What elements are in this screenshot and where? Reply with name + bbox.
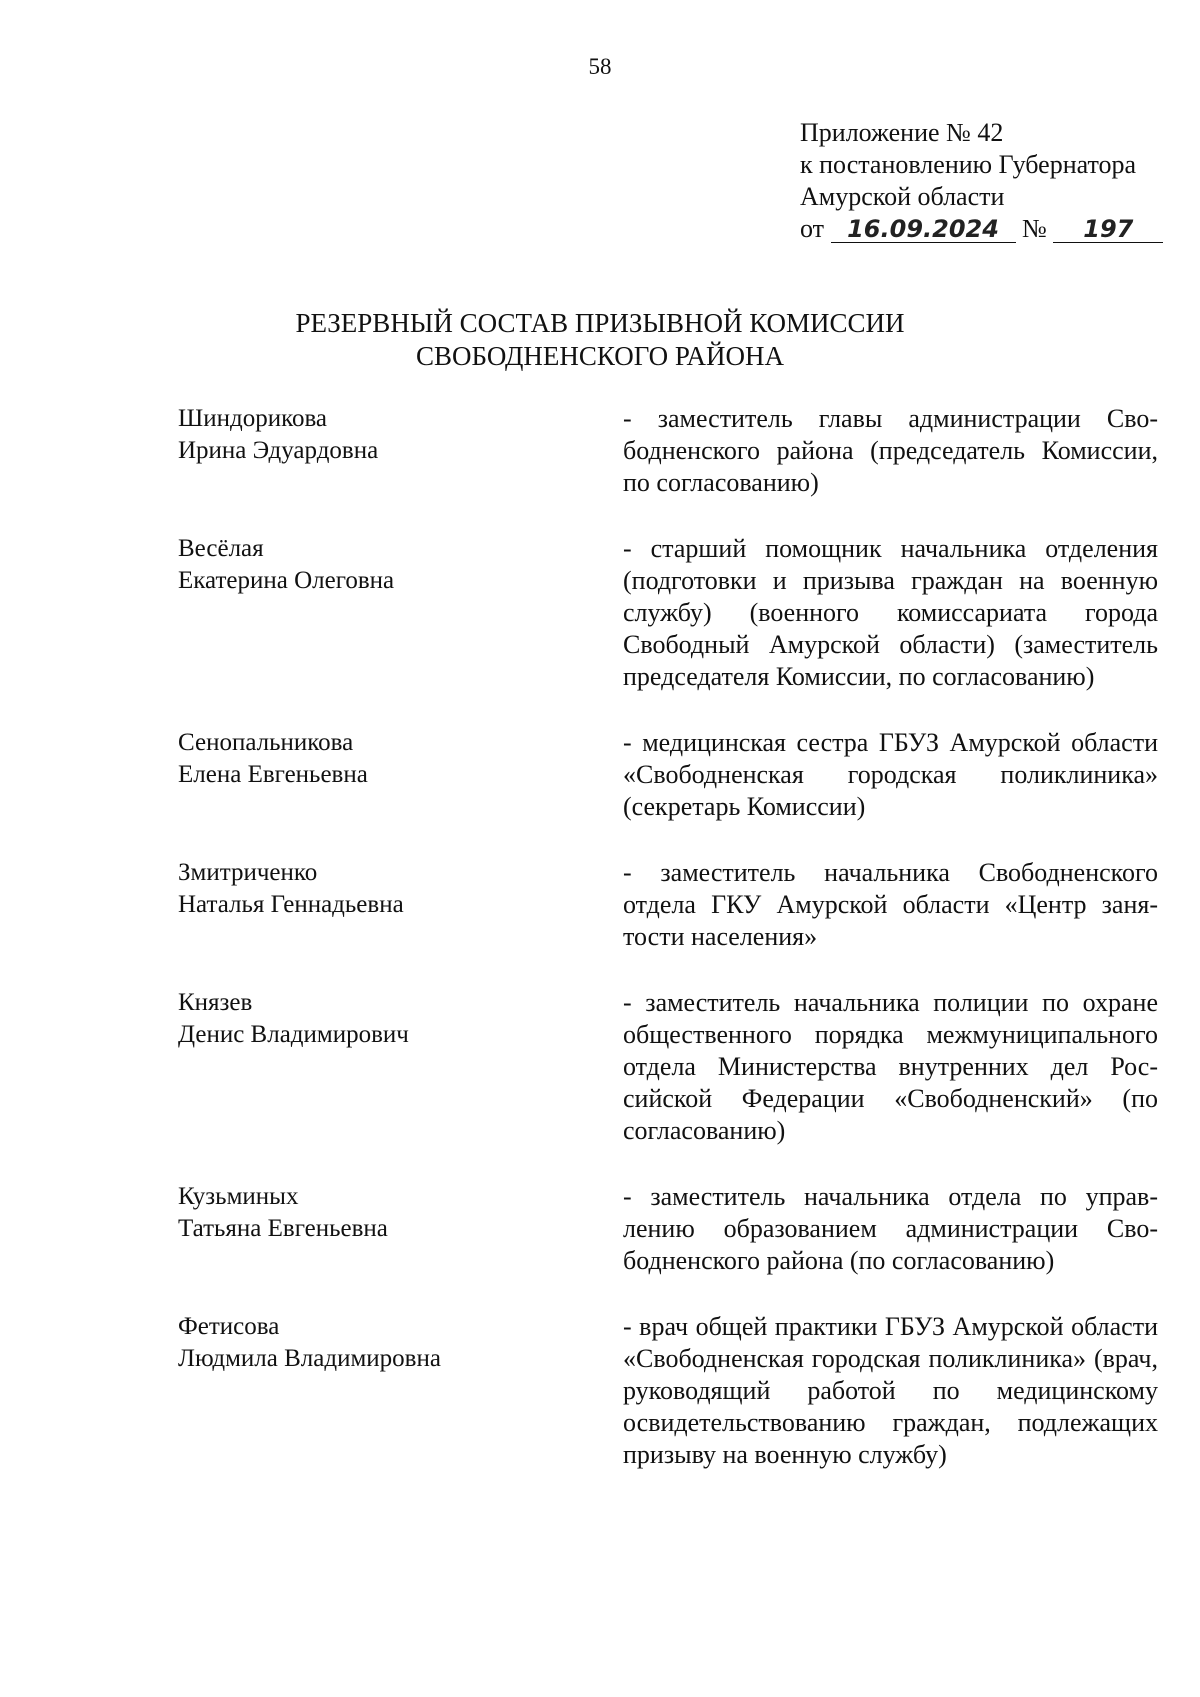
page-number: 58 [588, 54, 612, 79]
member-role: - медицинская сестра ГБУЗ Амурской области «Свободненская городская поликлиника» (секретарь Комиссии) [623, 728, 1158, 821]
member-role: - врач общей практики ГБУЗ Амурской области «Свободненская городская поликлиника» (врач, руководящий работой по медицинскому освидетельствованию граждан, подлежащих призыву на военную службу) [623, 1312, 1158, 1469]
member-row [178, 987, 1158, 1147]
member-roster [178, 403, 1158, 1505]
appendix-date-line [800, 213, 1170, 245]
member-given-name: Ирина Эдуардовна [178, 437, 379, 464]
title-line-2: СВОБОДНЕНСКОГО РАЙОНА [416, 341, 784, 371]
title-line-1: РЕЗЕРВНЫЙ СОСТАВ ПРИЗЫВНОЙ КОМИССИИ [295, 308, 905, 338]
member-role: - заместитель начальника отдела по управлению образованием администрации Свободненского района (по согласованию) [623, 1182, 1158, 1275]
number-prefix: № [1022, 214, 1047, 243]
member-row [178, 727, 1158, 823]
member-role: - старший помощник начальника отделения (подготовки и призыва граждан на военную службу) (военного комиссариата города Свободный Амурской области) (заместитель председателя Комиссии, по согласованию) [623, 534, 1158, 691]
member-name [178, 1311, 558, 1471]
member-row [178, 533, 1158, 693]
member-row [178, 1311, 1158, 1471]
member-surname: Весёлая [178, 535, 264, 562]
document-title [0, 307, 1200, 373]
member-name [178, 987, 558, 1147]
member-role: - заместитель начальника Свободненского отдела ГКУ Амурской области «Центр занятости населения» [623, 858, 1158, 951]
member-surname: Кузьминых [178, 1183, 299, 1210]
member-given-name: Денис Владимирович [178, 1021, 409, 1048]
member-surname: Фетисова [178, 1313, 280, 1340]
member-surname: Шиндорикова [178, 405, 328, 432]
appendix-title: Приложение № 42 [800, 118, 1004, 147]
member-role: - заместитель начальника полиции по охране общественного порядка межмуниципального отдела Министерства внутренних дел Российской Федерации «Свободненский» (по согласованию) [623, 988, 1158, 1145]
member-given-name: Наталья Геннадьевна [178, 891, 404, 918]
member-name [178, 857, 558, 953]
handwritten-number: 197 [1053, 216, 1163, 243]
appendix-block [800, 117, 1170, 245]
member-role: - заместитель главы администрации Свободненского района (председатель Комиссии, по согласованию) [623, 404, 1158, 497]
appendix-region: Амурской области [800, 182, 1005, 211]
member-surname: Сенопальникова [178, 729, 354, 756]
member-name [178, 727, 558, 823]
member-given-name: Елена Евгеньевна [178, 761, 368, 788]
member-row [178, 403, 1158, 499]
appendix-reference: к постановлению Губернатора [800, 150, 1137, 179]
member-surname: Князев [178, 989, 253, 1016]
member-name [178, 1181, 558, 1277]
handwritten-date: 16.09.2024 [831, 216, 1016, 243]
member-given-name: Татьяна Евгеньевна [178, 1215, 388, 1242]
member-row [178, 857, 1158, 953]
member-given-name: Екатерина Олеговна [178, 567, 395, 594]
member-surname: Змитриченко [178, 859, 318, 886]
member-name [178, 403, 558, 499]
member-row [178, 1181, 1158, 1277]
date-prefix: от [800, 214, 825, 243]
member-given-name: Людмила Владимировна [178, 1345, 441, 1372]
member-name [178, 533, 558, 693]
